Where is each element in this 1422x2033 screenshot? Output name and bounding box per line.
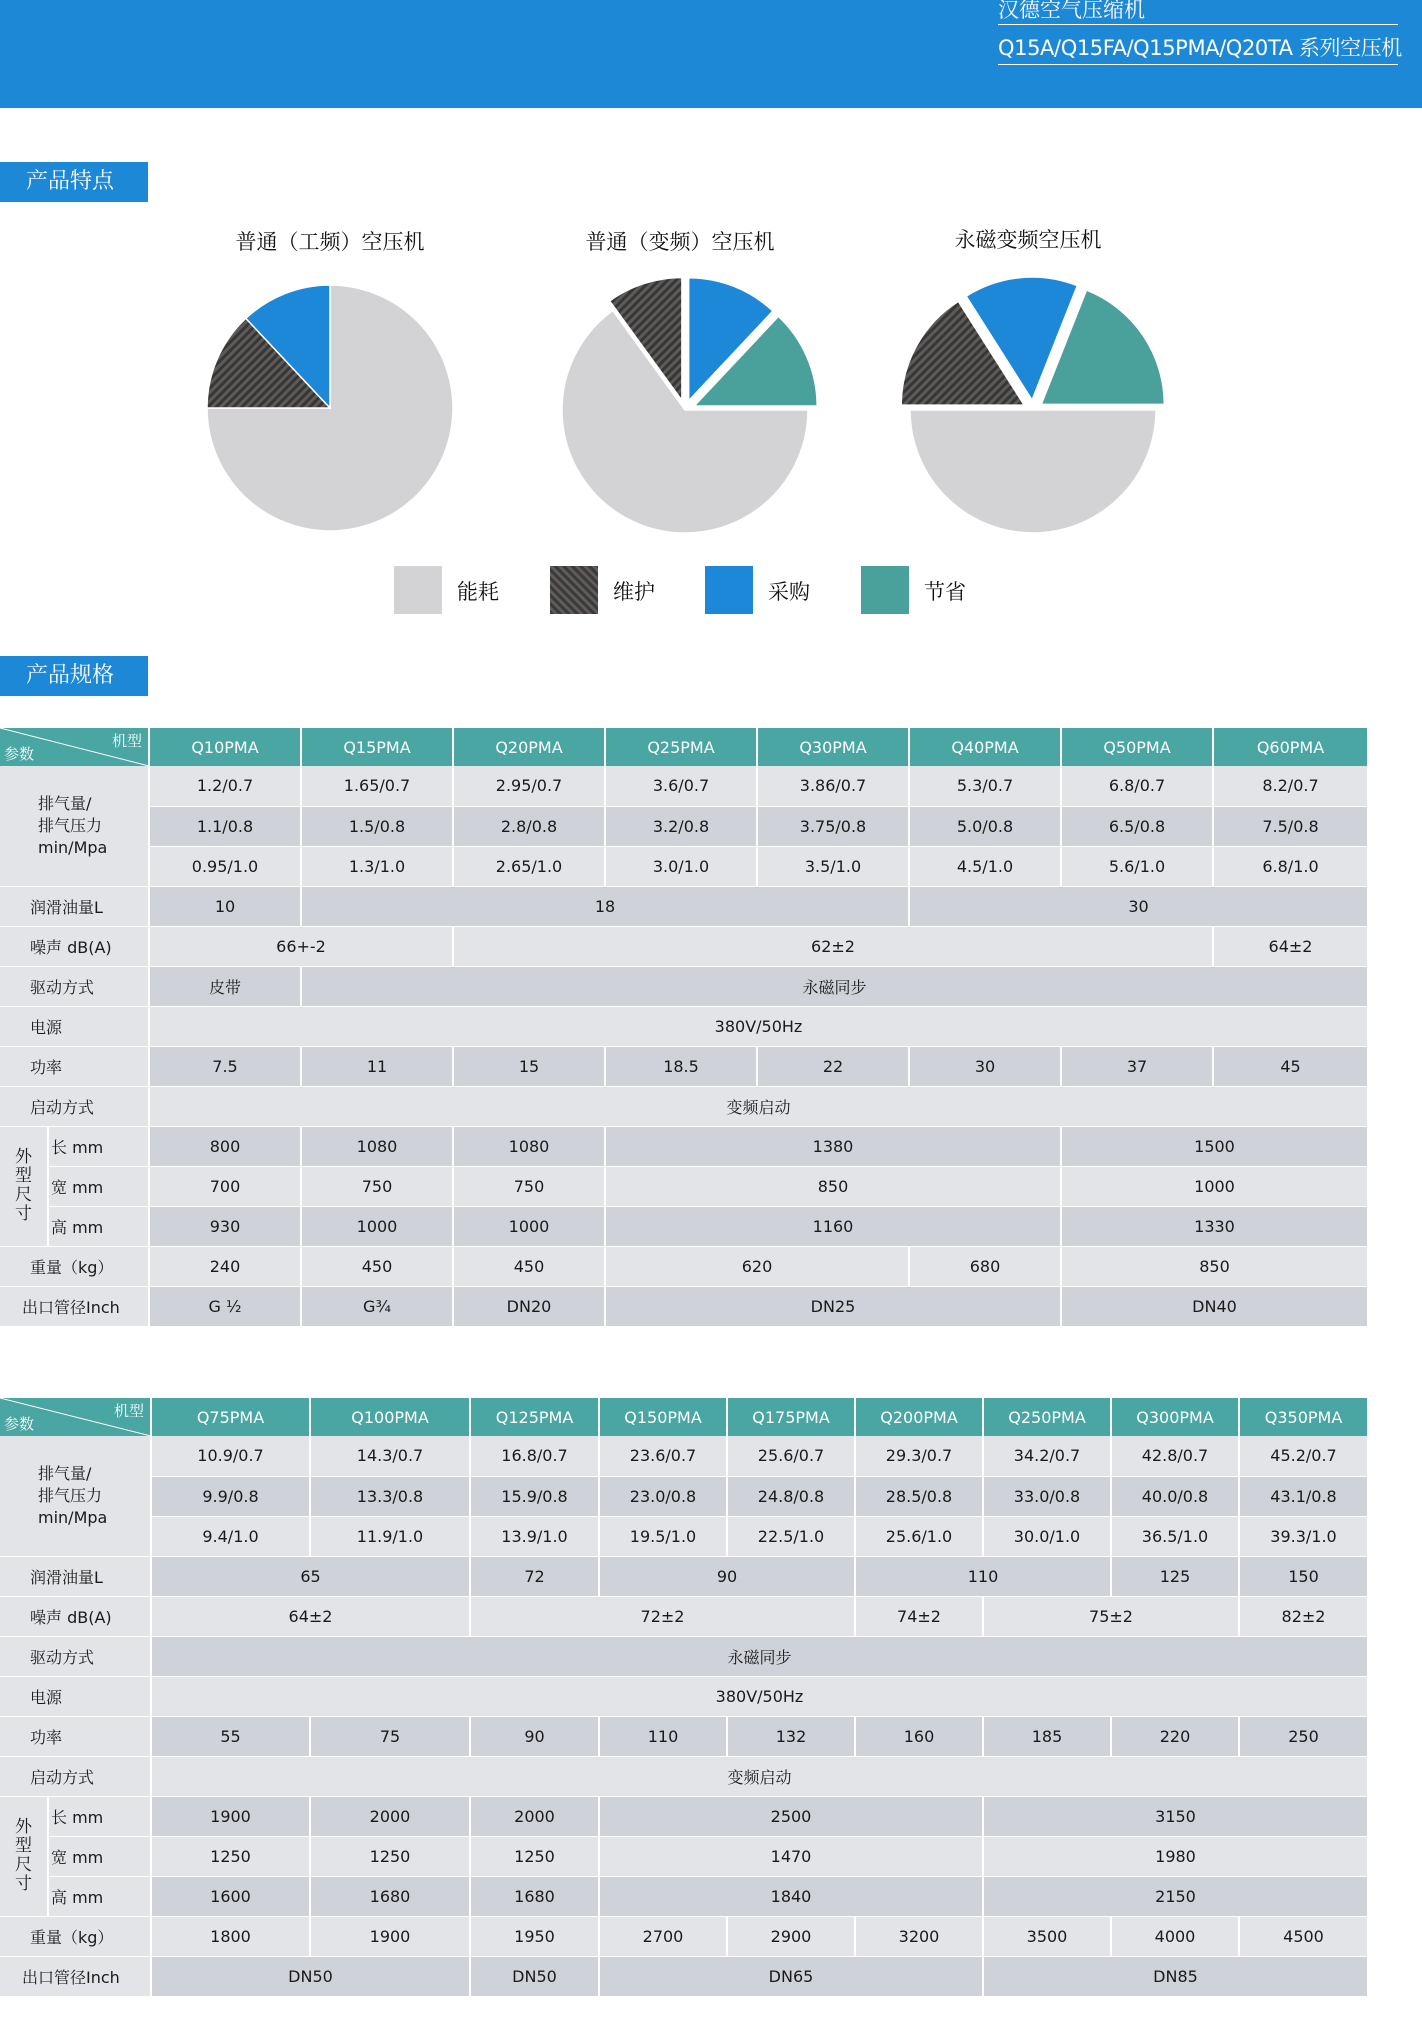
table-cell: 700 bbox=[149, 1166, 301, 1206]
table-row bbox=[0, 1046, 1368, 1086]
model-header: Q20PMA bbox=[453, 728, 605, 766]
noise-label: 噪声 dB(A) bbox=[0, 1596, 151, 1636]
table-cell: 1000 bbox=[1061, 1166, 1368, 1206]
table-cell: 18 bbox=[301, 886, 909, 926]
table-row bbox=[0, 1636, 1368, 1676]
table-cell: 930 bbox=[149, 1206, 301, 1246]
table-cell: 64±2 bbox=[151, 1596, 470, 1636]
table-cell: 39.3/1.0 bbox=[1239, 1516, 1368, 1556]
table-cell: 4000 bbox=[1111, 1916, 1239, 1956]
table-cell: 4.5/1.0 bbox=[909, 846, 1061, 886]
flow-label-line2: 排气压力 bbox=[38, 815, 103, 835]
table-cell: 82±2 bbox=[1239, 1596, 1368, 1636]
flow-label-line3: min/Mpa bbox=[38, 837, 108, 857]
table1-corner-cell bbox=[0, 728, 149, 766]
table-row bbox=[0, 966, 1368, 1006]
legend-label-maintenance: 维护 bbox=[613, 580, 655, 604]
table-cell: DN50 bbox=[470, 1956, 599, 1996]
table-row bbox=[0, 1796, 1368, 1836]
table-row bbox=[0, 1006, 1368, 1046]
outlet-label: 出口管径Inch bbox=[0, 1286, 149, 1326]
legend-label-savings: 节省 bbox=[924, 580, 966, 604]
table-cell: 16.8/0.7 bbox=[470, 1436, 599, 1476]
table-cell: 150 bbox=[1239, 1556, 1368, 1596]
table-row bbox=[0, 1916, 1368, 1956]
power-label: 功率 bbox=[0, 1716, 151, 1756]
table-cell: 2000 bbox=[310, 1796, 470, 1836]
table-row bbox=[0, 1876, 1368, 1916]
header-band bbox=[0, 0, 1422, 108]
table-cell: 23.0/0.8 bbox=[599, 1476, 727, 1516]
model-header: Q300PMA bbox=[1111, 1398, 1239, 1436]
table-cell: 2900 bbox=[727, 1916, 855, 1956]
legend-swatch-savings bbox=[861, 566, 909, 614]
table-cell: 750 bbox=[453, 1166, 605, 1206]
table-cell: 240 bbox=[149, 1246, 301, 1286]
table2-header-row bbox=[0, 1398, 1368, 1436]
power-label: 功率 bbox=[0, 1046, 149, 1086]
table-cell: 42.8/0.7 bbox=[1111, 1436, 1239, 1476]
table-cell: 250 bbox=[1239, 1716, 1368, 1756]
table-cell: 11 bbox=[301, 1046, 453, 1086]
table-cell: 62±2 bbox=[453, 926, 1213, 966]
table-cell: 24.8/0.8 bbox=[727, 1476, 855, 1516]
table-cell: 5.0/0.8 bbox=[909, 806, 1061, 846]
table-cell: 变频启动 bbox=[149, 1086, 1368, 1126]
table-cell: 1980 bbox=[983, 1836, 1368, 1876]
table-cell: 3150 bbox=[983, 1796, 1368, 1836]
table-cell: 1330 bbox=[1061, 1206, 1368, 1246]
table-cell: 永磁同步 bbox=[301, 966, 1368, 1006]
table-row bbox=[0, 1246, 1368, 1286]
table-cell: 25.6/1.0 bbox=[855, 1516, 983, 1556]
table-cell: 2700 bbox=[599, 1916, 727, 1956]
model-header: Q30PMA bbox=[757, 728, 909, 766]
oil-label: 润滑油量L bbox=[0, 886, 149, 926]
model-header: Q200PMA bbox=[855, 1398, 983, 1436]
table-cell: 3.5/1.0 bbox=[757, 846, 909, 886]
table-cell: 3.0/1.0 bbox=[605, 846, 757, 886]
table-cell: 2150 bbox=[983, 1876, 1368, 1916]
table-cell: 74±2 bbox=[855, 1596, 983, 1636]
flow-pressure-label bbox=[0, 766, 149, 886]
table-cell: 1000 bbox=[453, 1206, 605, 1246]
table2-corner-cell bbox=[0, 1398, 151, 1436]
table-cell: 37 bbox=[1061, 1046, 1213, 1086]
table-cell: 45 bbox=[1213, 1046, 1368, 1086]
table-cell: 1250 bbox=[310, 1836, 470, 1876]
table-cell: 22 bbox=[757, 1046, 909, 1086]
model-header: Q40PMA bbox=[909, 728, 1061, 766]
table-cell: 450 bbox=[301, 1246, 453, 1286]
table-cell: 4500 bbox=[1239, 1916, 1368, 1956]
table-cell: 30.0/1.0 bbox=[983, 1516, 1111, 1556]
oil-label: 润滑油量L bbox=[0, 1556, 151, 1596]
flow-label-line1: 排气量/ bbox=[38, 793, 92, 813]
table-cell: 19.5/1.0 bbox=[599, 1516, 727, 1556]
table-cell: 1080 bbox=[453, 1126, 605, 1166]
table-cell: 2.95/0.7 bbox=[453, 766, 605, 806]
table-row bbox=[0, 1436, 1368, 1476]
table-cell: DN25 bbox=[605, 1286, 1061, 1326]
table-cell: 变频启动 bbox=[151, 1756, 1368, 1796]
pie-chart-pm-variable bbox=[888, 270, 1178, 540]
legend-label-purchase: 采购 bbox=[768, 580, 810, 604]
table-cell: G¾ bbox=[301, 1286, 453, 1326]
table-cell: 64±2 bbox=[1213, 926, 1368, 966]
table-row bbox=[0, 886, 1368, 926]
table-cell: 1.3/1.0 bbox=[301, 846, 453, 886]
flow-label-line1: 排气量/ bbox=[38, 1463, 92, 1483]
table-cell: 3.86/0.7 bbox=[757, 766, 909, 806]
model-header: Q350PMA bbox=[1239, 1398, 1368, 1436]
table-row bbox=[0, 1556, 1368, 1596]
table-cell: 皮带 bbox=[149, 966, 301, 1006]
table-cell: 7.5 bbox=[149, 1046, 301, 1086]
pie-chart-variable-speed bbox=[540, 270, 830, 540]
table-cell: 8.2/0.7 bbox=[1213, 766, 1368, 806]
table-cell: 1470 bbox=[599, 1836, 983, 1876]
table-cell: 1000 bbox=[301, 1206, 453, 1246]
table-cell: DN65 bbox=[599, 1956, 983, 1996]
table-cell: DN20 bbox=[453, 1286, 605, 1326]
section-tag-features: 产品特点 bbox=[0, 162, 148, 202]
table-cell: 33.0/0.8 bbox=[983, 1476, 1111, 1516]
table-cell: 15 bbox=[453, 1046, 605, 1086]
width-label: 宽 mm bbox=[48, 1836, 151, 1876]
corner-model-label: 机型 bbox=[111, 732, 142, 750]
table-cell: 6.5/0.8 bbox=[1061, 806, 1213, 846]
table-cell: DN85 bbox=[983, 1956, 1368, 1996]
model-header: Q60PMA bbox=[1213, 728, 1368, 766]
table-cell: 680 bbox=[909, 1246, 1061, 1286]
legend-label-energy: 能耗 bbox=[457, 580, 499, 604]
table-cell: 9.9/0.8 bbox=[151, 1476, 310, 1516]
table-cell: 1250 bbox=[470, 1836, 599, 1876]
table-cell: 1080 bbox=[301, 1126, 453, 1166]
table-row bbox=[0, 1126, 1368, 1166]
power-supply-label: 电源 bbox=[0, 1006, 149, 1046]
table-cell: 10.9/0.7 bbox=[151, 1436, 310, 1476]
table-cell: 1800 bbox=[151, 1916, 310, 1956]
model-header: Q50PMA bbox=[1061, 728, 1213, 766]
table-cell: 34.2/0.7 bbox=[983, 1436, 1111, 1476]
legend-swatch-energy bbox=[394, 566, 442, 614]
start-label: 启动方式 bbox=[0, 1756, 151, 1796]
table-cell: 1250 bbox=[151, 1836, 310, 1876]
table-cell: 90 bbox=[599, 1556, 855, 1596]
table-row bbox=[0, 1206, 1368, 1246]
start-label: 启动方式 bbox=[0, 1086, 149, 1126]
table-cell: 75±2 bbox=[983, 1596, 1239, 1636]
table-cell: 1380 bbox=[605, 1126, 1061, 1166]
header-underline bbox=[998, 64, 1398, 65]
chart-title-fixed-speed: 普通（工频）空压机 bbox=[235, 230, 425, 254]
table-cell: 1680 bbox=[470, 1876, 599, 1916]
table-cell: 3500 bbox=[983, 1916, 1111, 1956]
table-cell: 7.5/0.8 bbox=[1213, 806, 1368, 846]
table-cell: 9.4/1.0 bbox=[151, 1516, 310, 1556]
table-cell: 45.2/0.7 bbox=[1239, 1436, 1368, 1476]
table-cell: 90 bbox=[470, 1716, 599, 1756]
dimensions-label bbox=[0, 1126, 48, 1246]
dimensions-label-text: 外型尺寸 bbox=[15, 1817, 32, 1894]
pie-chart-fixed-speed bbox=[190, 270, 480, 540]
table-cell: 5.3/0.7 bbox=[909, 766, 1061, 806]
table-cell: 1840 bbox=[599, 1876, 983, 1916]
table-cell: 160 bbox=[855, 1716, 983, 1756]
table-row bbox=[0, 926, 1368, 966]
table-cell: 110 bbox=[599, 1716, 727, 1756]
header-divider bbox=[998, 24, 1398, 25]
table-cell: 1.65/0.7 bbox=[301, 766, 453, 806]
table-row bbox=[0, 1166, 1368, 1206]
flow-pressure-label bbox=[0, 1436, 151, 1556]
drive-label: 驱动方式 bbox=[0, 1636, 151, 1676]
spec-table-2 bbox=[0, 1398, 1369, 1997]
table-cell: 66+-2 bbox=[149, 926, 453, 966]
flow-label-line2: 排气压力 bbox=[38, 1485, 103, 1505]
model-header: Q100PMA bbox=[310, 1398, 470, 1436]
table-cell: 10 bbox=[149, 886, 301, 926]
table-cell: 11.9/1.0 bbox=[310, 1516, 470, 1556]
table-cell: 29.3/0.7 bbox=[855, 1436, 983, 1476]
table-cell: 800 bbox=[149, 1126, 301, 1166]
flow-label-line3: min/Mpa bbox=[38, 1507, 108, 1527]
brand-title: 汉德空气压缩机 bbox=[998, 0, 1145, 22]
table-cell: 2000 bbox=[470, 1796, 599, 1836]
chart-title-pm-variable: 永磁变频空压机 bbox=[954, 228, 1102, 252]
model-header: Q250PMA bbox=[983, 1398, 1111, 1436]
weight-label: 重量（kg） bbox=[0, 1246, 149, 1286]
table-cell: 65 bbox=[151, 1556, 470, 1596]
table-cell: G ½ bbox=[149, 1286, 301, 1326]
table-cell: 18.5 bbox=[605, 1046, 757, 1086]
table-row bbox=[0, 1476, 1368, 1516]
table-cell: 22.5/1.0 bbox=[727, 1516, 855, 1556]
table-cell: 750 bbox=[301, 1166, 453, 1206]
length-label: 长 mm bbox=[48, 1796, 151, 1836]
table-cell: 1160 bbox=[605, 1206, 1061, 1246]
table-cell: 132 bbox=[727, 1716, 855, 1756]
dimensions-label bbox=[0, 1796, 48, 1916]
table-row bbox=[0, 846, 1368, 886]
series-title: Q15A/Q15FA/Q15PMA/Q20TA 系列空压机 bbox=[998, 36, 1402, 60]
table-cell: 850 bbox=[605, 1166, 1061, 1206]
table-cell: 28.5/0.8 bbox=[855, 1476, 983, 1516]
spec-table-1 bbox=[0, 728, 1369, 1327]
model-header: Q175PMA bbox=[727, 1398, 855, 1436]
power-supply-label: 电源 bbox=[0, 1676, 151, 1716]
model-header: Q25PMA bbox=[605, 728, 757, 766]
table-row bbox=[0, 1596, 1368, 1636]
table-cell: 6.8/1.0 bbox=[1213, 846, 1368, 886]
table-row bbox=[0, 1516, 1368, 1556]
weight-label: 重量（kg） bbox=[0, 1916, 151, 1956]
table-cell: 23.6/0.7 bbox=[599, 1436, 727, 1476]
model-header: Q15PMA bbox=[301, 728, 453, 766]
table-cell: 3.75/0.8 bbox=[757, 806, 909, 846]
drive-label: 驱动方式 bbox=[0, 966, 149, 1006]
table-cell: DN40 bbox=[1061, 1286, 1368, 1326]
noise-label: 噪声 dB(A) bbox=[0, 926, 149, 966]
table-cell: 2500 bbox=[599, 1796, 983, 1836]
table-cell: 1.1/0.8 bbox=[149, 806, 301, 846]
corner-model-label: 机型 bbox=[113, 1402, 144, 1420]
model-header: Q125PMA bbox=[470, 1398, 599, 1436]
table-cell: 55 bbox=[151, 1716, 310, 1756]
table-cell: 2.65/1.0 bbox=[453, 846, 605, 886]
table-row bbox=[0, 1286, 1368, 1326]
height-label: 高 mm bbox=[48, 1876, 151, 1916]
table-row bbox=[0, 1756, 1368, 1796]
table-cell: 72±2 bbox=[470, 1596, 855, 1636]
table-row bbox=[0, 806, 1368, 846]
table-cell: 380V/50Hz bbox=[149, 1006, 1368, 1046]
table-row bbox=[0, 1086, 1368, 1126]
table-cell: 1900 bbox=[310, 1916, 470, 1956]
table-row bbox=[0, 766, 1368, 806]
table-cell: 0.95/1.0 bbox=[149, 846, 301, 886]
table-cell: 620 bbox=[605, 1246, 909, 1286]
table-row bbox=[0, 1676, 1368, 1716]
table-row bbox=[0, 1956, 1368, 1996]
table-cell: 75 bbox=[310, 1716, 470, 1756]
model-header: Q10PMA bbox=[149, 728, 301, 766]
table-cell: 1500 bbox=[1061, 1126, 1368, 1166]
table-cell: 30 bbox=[909, 886, 1368, 926]
legend-swatch-purchase bbox=[705, 566, 753, 614]
table-cell: 1950 bbox=[470, 1916, 599, 1956]
table-cell: 220 bbox=[1111, 1716, 1239, 1756]
legend-swatch-maintenance bbox=[550, 566, 598, 614]
table-cell: 13.9/1.0 bbox=[470, 1516, 599, 1556]
table-cell: DN50 bbox=[151, 1956, 470, 1996]
table-cell: 6.8/0.7 bbox=[1061, 766, 1213, 806]
table-cell: 72 bbox=[470, 1556, 599, 1596]
table-cell: 永磁同步 bbox=[151, 1636, 1368, 1676]
table-cell: 1.5/0.8 bbox=[301, 806, 453, 846]
table-cell: 43.1/0.8 bbox=[1239, 1476, 1368, 1516]
table-cell: 14.3/0.7 bbox=[310, 1436, 470, 1476]
table-cell: 1900 bbox=[151, 1796, 310, 1836]
table-cell: 30 bbox=[909, 1046, 1061, 1086]
outlet-label: 出口管径Inch bbox=[0, 1956, 151, 1996]
table-cell: 36.5/1.0 bbox=[1111, 1516, 1239, 1556]
length-label: 长 mm bbox=[48, 1126, 149, 1166]
model-header: Q75PMA bbox=[151, 1398, 310, 1436]
table-cell: 1680 bbox=[310, 1876, 470, 1916]
pie-slice-0 bbox=[910, 410, 1156, 533]
table-cell: 15.9/0.8 bbox=[470, 1476, 599, 1516]
table-cell: 380V/50Hz bbox=[151, 1676, 1368, 1716]
table-cell: 13.3/0.8 bbox=[310, 1476, 470, 1516]
table-cell: 40.0/0.8 bbox=[1111, 1476, 1239, 1516]
table-cell: 25.6/0.7 bbox=[727, 1436, 855, 1476]
table-cell: 110 bbox=[855, 1556, 1111, 1596]
table-cell: 3.2/0.8 bbox=[605, 806, 757, 846]
table-cell: 3200 bbox=[855, 1916, 983, 1956]
width-label: 宽 mm bbox=[48, 1166, 149, 1206]
dimensions-label-text: 外型尺寸 bbox=[15, 1147, 32, 1224]
table1-header-row bbox=[0, 728, 1368, 766]
height-label: 高 mm bbox=[48, 1206, 149, 1246]
corner-param-label: 参数 bbox=[4, 745, 35, 763]
table-cell: 1600 bbox=[151, 1876, 310, 1916]
section-tag-specs: 产品规格 bbox=[0, 656, 148, 696]
chart-title-variable-speed: 普通（变频）空压机 bbox=[585, 230, 775, 254]
table-cell: 1.2/0.7 bbox=[149, 766, 301, 806]
table-row bbox=[0, 1836, 1368, 1876]
table-cell: 185 bbox=[983, 1716, 1111, 1756]
model-header: Q150PMA bbox=[599, 1398, 727, 1436]
table-cell: 3.6/0.7 bbox=[605, 766, 757, 806]
table-cell: 125 bbox=[1111, 1556, 1239, 1596]
table-row bbox=[0, 1716, 1368, 1756]
table-cell: 5.6/1.0 bbox=[1061, 846, 1213, 886]
table-cell: 450 bbox=[453, 1246, 605, 1286]
table-cell: 2.8/0.8 bbox=[453, 806, 605, 846]
table-cell: 850 bbox=[1061, 1246, 1368, 1286]
corner-param-label: 参数 bbox=[4, 1415, 35, 1433]
